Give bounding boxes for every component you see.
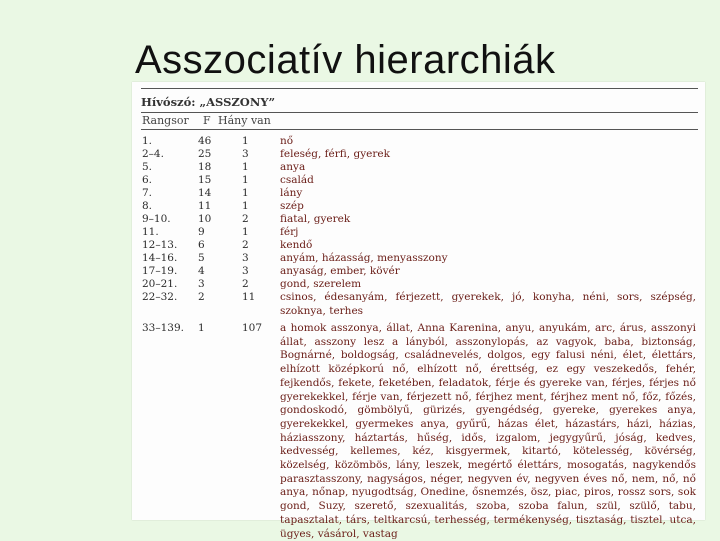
table-row [132,174,705,187]
count-cell: 2 [242,278,249,290]
count-cell: 2 [242,213,249,225]
table-row [132,200,705,213]
words-cell: csinos, édesanyám, férjezett, gyerekek, jó, konyha, néni, sors, szépség, szoknya, terhes [280,291,696,317]
count-cell: 3 [242,252,249,264]
table-row [132,252,705,265]
frequency-cell: 6 [198,239,205,251]
table-row [132,213,705,226]
column-header-f: F [203,114,211,127]
table-row [132,322,705,540]
words-cell: anyám, házasság, menyasszony [280,252,448,264]
top-rule [141,88,698,89]
frequency-cell: 14 [198,187,212,199]
table-row [132,239,705,252]
table-row [132,135,705,148]
rank-cell: 12–13. [142,239,178,251]
cue-word-heading: Hívószó: „ASSZONY” [141,95,276,109]
count-cell: 1 [242,135,249,147]
slide-title: Asszociatív hierarchiák [135,38,556,82]
count-cell: 3 [242,148,249,160]
words-cell: kendő [280,239,313,251]
table-row [132,265,705,278]
frequency-cell: 15 [198,174,212,186]
frequency-cell: 5 [198,252,205,264]
count-cell: 11 [242,291,256,303]
rank-cell: 6. [142,174,153,186]
words-cell: a homok asszonya, állat, Anna Karenina, anyu, anyukám, arc, árus, asszonyi állat, asszony lesz a lányból, asszonylopás, az vagyok, baba, biztonság, Bognárné, boldogság, családnevelés, dolgos, egy falusi néni, élet, élettárs, elhízott középkorú nő, elhízott nő, érettség, ez egy veszekedős, fehér, fejkendős, fekete, feketében, feladatok, férje és gyereke van, férjes, férjes nő gyerekekkel, férje van, férjezett nő, férjhez ment, férjhez ment nő, főz, főzés, gondoskodó, gömbölyű, gürizés, gyengédség, gyereke, gyerekes anya, gyerekekkel, gyermekes anya, gyűrű, házas élet, házastárs, házi, házias, háziasszony, háztartás, hűség, idős, izgalom, jegygyűrű, jóság, kedves, kedvesség, kellemes, kéz, kisgyermek, kitartó, kötelesség, kövérség, közelség, közömbös, lány, leszek, megértő élettárs, mosogatás, nagykendős parasztasszony, nagyságos, néger, negyven év, negyven éves nő, nem, nő, nő anya, nőnap, nyugodtság, Onedine, ősnemzés, ösz, piac, piros, rossz sors, sok gond, Suzy, szerető, szexualitás, szoba, szoba falun, szül, szülő, tabu, tapasztalat, társ, teltkarcsú, terhesség, termékenység, tisztaság, tisztel, utca, ügyes, vásárol, vastag [280,322,696,540]
rank-cell: 9–10. [142,213,171,225]
words-cell: fiatal, gyerek [280,213,351,225]
table-row [132,278,705,291]
rank-cell: 20–21. [142,278,178,290]
words-cell: anyaság, ember, kövér [280,265,400,277]
frequency-cell: 2 [198,291,205,303]
words-cell: gond, szerelem [280,278,362,290]
words-cell: lány [280,187,303,199]
column-header-count: Hány van [218,114,271,127]
count-cell: 3 [242,265,249,277]
header-rule-bottom [141,129,698,130]
frequency-cell: 1 [198,322,205,334]
words-cell: család [280,174,314,186]
rank-cell: 11. [142,226,159,238]
frequency-cell: 11 [198,200,212,212]
document-image [132,82,705,540]
rank-cell: 17–19. [142,265,178,277]
count-cell: 1 [242,226,249,238]
table-row [132,161,705,174]
rank-cell: 33–139. [142,322,184,334]
rank-cell: 22–32. [142,291,178,303]
rank-cell: 14–16. [142,252,178,264]
frequency-cell: 10 [198,213,212,225]
count-cell: 2 [242,239,249,251]
table-row [132,291,705,319]
rank-cell: 1. [142,135,153,147]
table-row [132,226,705,239]
frequency-cell: 25 [198,148,212,160]
words-cell: anya [280,161,306,173]
count-cell: 1 [242,161,249,173]
count-cell: 107 [242,322,263,334]
header-rule-top [141,112,698,113]
words-cell: feleség, férfi, gyerek [280,148,390,160]
rank-cell: 7. [142,187,153,199]
count-cell: 1 [242,200,249,212]
words-cell: férj [280,226,299,238]
table-row [132,187,705,200]
frequency-cell: 4 [198,265,205,277]
count-cell: 1 [242,187,249,199]
rank-cell: 8. [142,200,153,212]
table-row [132,148,705,161]
frequency-cell: 9 [198,226,205,238]
words-cell: nő [280,135,294,147]
frequency-cell: 18 [198,161,212,173]
frequency-cell: 46 [198,135,212,147]
count-cell: 1 [242,174,249,186]
words-cell: szép [280,200,304,212]
rank-cell: 5. [142,161,153,173]
frequency-cell: 3 [198,278,205,290]
rank-cell: 2–4. [142,148,164,160]
column-header-rank: Rangsor [142,114,189,127]
